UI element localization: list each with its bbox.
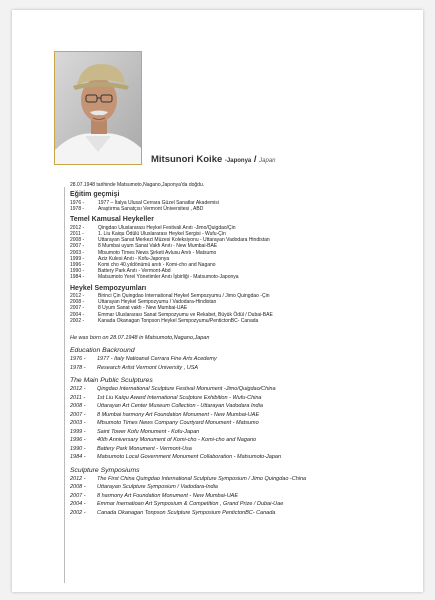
list-item: 2002 - Canada Okanagan Tonpson Sculpture Symposium PentictonBC- Canada bbox=[70, 509, 276, 516]
list-item: 2008 - Uttarayan Sculpture Symposium / Vadodara-India bbox=[70, 484, 218, 491]
symposia-heading-tr: Heykel Sempozyumları bbox=[70, 284, 147, 292]
education-heading-tr: Eğitim geçmişi bbox=[70, 191, 120, 199]
document-page bbox=[12, 10, 423, 592]
artist-name-line bbox=[151, 154, 276, 165]
turkish-section bbox=[70, 182, 415, 324]
works-list-en bbox=[70, 385, 415, 462]
list-item: 1976 - 1977 – İtalya Ulusal Cerrara Güzel Sanatlar Akademisi bbox=[70, 199, 219, 206]
symposia-list-tr bbox=[70, 293, 415, 324]
education-list-tr bbox=[70, 200, 415, 212]
birth-text-tr: 28.07.1948 tarihinde Matsumoto,Nagano,Japonya'da doğdu. bbox=[70, 182, 205, 188]
list-item: 1978 - Research Artist Vermont University , USA bbox=[70, 364, 199, 371]
list-item: 2012 - Qingdao International Sculpture Festival Monument -Jimo/Quigdao/China bbox=[70, 386, 276, 393]
list-item: 2007 - 8 harmony Art Foundation Monument - New Mumbai-UAE bbox=[70, 492, 239, 499]
list-item: 1996 - Komi cho 40.yıldönümü anıtı - Komi-cho and Nagano bbox=[70, 261, 216, 268]
list-item: 2011 - 1st Liu Kaiqu Award International Sculpture Exhibition - Wufu-China bbox=[70, 394, 262, 401]
list-item: 2007 - 8 Mumbai uyum Sanat Vakfı Anıtı - New Mumbai-BAE bbox=[70, 243, 218, 250]
list-item: 1984 - Matsumoto Yerel Yönetimler Anıtı İşbirliği - Matsumoto-Japonya bbox=[70, 274, 239, 281]
country-separator: / bbox=[251, 154, 260, 165]
symposia-heading-en: Sculpture Symposiums bbox=[70, 466, 140, 474]
list-item: 1990 - Battery Park Anıtı - Vermont-Abd bbox=[70, 268, 171, 275]
list-item: 1984 - Matsumoto Local Government Monument Collaboration - Matsumoto-Japan bbox=[70, 454, 282, 461]
bio-content bbox=[70, 182, 415, 517]
list-item: 2008 - Uttarayan Art Center Museum Collection - Uttarayan Vadodara India bbox=[70, 403, 263, 410]
list-item: 1996 - 40th Anniversary Monument of Komi-cho - Komi-cho and Nagano bbox=[70, 437, 257, 444]
english-section bbox=[70, 334, 415, 517]
artist-name: Mitsunori Koike bbox=[151, 154, 223, 165]
list-item: 2011 - 1. Liu Kaiqu Ödülü Uluslararası Heykel Sergisi - Wufu-Çin bbox=[70, 230, 226, 237]
list-item: 2007 - 8 Uyum Sanat vakfı - New Mumbai-UAE bbox=[70, 305, 188, 312]
section-gap bbox=[70, 324, 415, 334]
list-item: 2012 - Birinci Çin Quingdao International Heykel Sempozyumu / Jimo Quingdao -Çin bbox=[70, 293, 270, 300]
works-heading-en: The Main Public Sculptures bbox=[70, 377, 153, 385]
list-item: 1999 - Aziz Kulesi Anıtı - Kofu-Japonya bbox=[70, 255, 170, 262]
vertical-rule bbox=[64, 187, 65, 583]
portrait-photo bbox=[54, 51, 142, 165]
list-item: 2003 - Mtsumoto Times News Şirketi Avlusu Anıtı - Matsumo bbox=[70, 249, 217, 256]
list-item: 1978 - Araştırma Sanatçısı Vermont Üniversitesi , ABD bbox=[70, 206, 204, 212]
symposia-list-en bbox=[70, 475, 415, 518]
list-item: 2004 - Emmar Inernatioan Art Symposium & Competition , Grand Prize / Dubai-Uae bbox=[70, 501, 284, 508]
list-item: 1976 - 1977 - Italy Natioanal Cerrara Fine Arts Acedemy bbox=[70, 356, 217, 363]
country-english: Japan bbox=[259, 158, 276, 164]
list-item: 2012 - Qingdao Uluslararası Heykel Festivali Anıtı -Jimo/Quigdao/Çin bbox=[70, 224, 236, 231]
list-item: 1999 - Saint Tower Kofu Monument - Kofu-Japan bbox=[70, 428, 200, 435]
education-heading-en: Education Backround bbox=[70, 347, 135, 355]
list-item: 1990 - Battery Park Monument - Vermont-Usa bbox=[70, 445, 192, 452]
list-item: 2007 - 8 Mumbai harmony Art Foundation Monument - New Mumbai-UAE bbox=[70, 411, 260, 418]
list-item: 2008 - Uttarayan Heykel Sempozyumu / Vadodara-Hindistan bbox=[70, 299, 217, 306]
list-item: 2003 - Mtsumoto Times News Company Courtyard Monument - Matsumo bbox=[70, 420, 259, 427]
list-item: 2012 - The First China Quingdao International Sculpture Symposium / Jimo Quingdao -China bbox=[70, 475, 307, 482]
works-list-tr bbox=[70, 225, 415, 281]
list-item: 2008 - Uttarayan Sanat Merkezi Müzesi Koleksiyonu - Uttarayan Vadodara Hindistan bbox=[70, 237, 270, 244]
works-heading-tr: Temel Kamusal Heykeller bbox=[70, 216, 154, 224]
list-item: 2002 - Kanada Okanagan Tonpson Heykel Sempozyumu/PentictonBC- Canada bbox=[70, 317, 259, 324]
list-item: 2004 - Emmar Uluslararası Sanat Sempozyumu ve Rekabet, Büyük Ödül / Dubai-BAE bbox=[70, 311, 273, 318]
country-turkish: -Japonya bbox=[224, 158, 252, 164]
education-list-en bbox=[70, 355, 415, 372]
birth-text-en: He was born on 28.07.1948 in Matsumoto,Nagano,Japan bbox=[70, 335, 210, 342]
